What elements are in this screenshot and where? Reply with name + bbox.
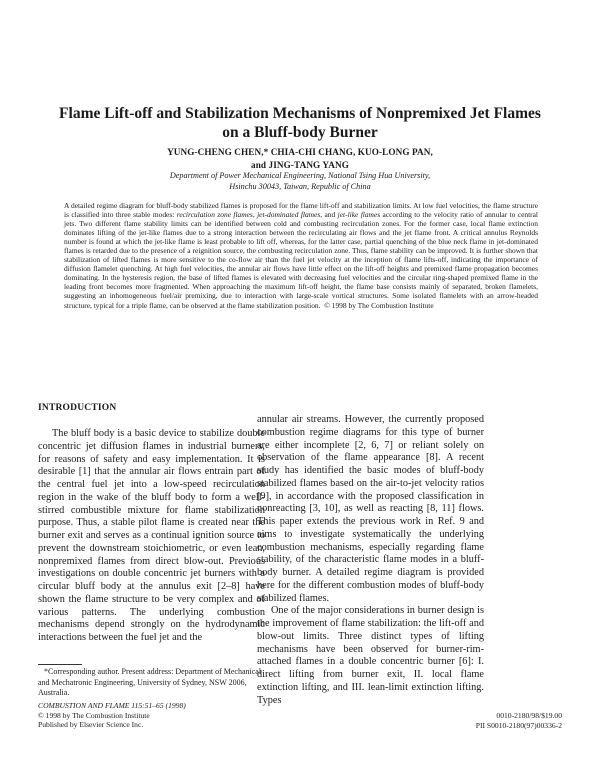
journal-citation: COMBUSTION AND FLAME 115:51–65 (1998) [38,701,186,710]
affiliation-line: Department of Power Mechanical Engineering, National Tsing Hua University, [169,171,431,180]
abstract-text: , [252,210,258,220]
abstract-term: jet-dominated flames [257,210,321,220]
publication-ids [476,711,562,730]
abstract-text: , and [320,210,338,220]
footnote [38,667,265,699]
abstract-term: recirculation zone flames [176,210,253,220]
affiliation-line: Hsinchu 30043, Taiwan, Republic of China [229,182,371,191]
paper-title: Flame Lift-off and Stabilization Mechanisms of Nonpremixed Jet Flames on a Bluff-body Burner [59,105,541,141]
author-list [50,146,550,172]
left-column [38,428,265,645]
publication-info [38,701,186,730]
publication-copyright: © 1998 by The Combustion Institute [38,710,150,720]
publisher: Published by Elsevier Science Inc. [38,720,144,730]
authors-line: and JING-TANG YANG [251,160,349,170]
abstract-text: according to the velocity ratio of annular to central jets. Two different flame stability limits can be identified between cold and combusting recirculation zones. For the former case, local flame extinction dominates lifting of the jet-like flames due to a strong interaction between the recirculating air flows and the jet flame front. A critical annulus Reynolds number is found at which the jet-like flame is least probable to lift off, whereas, for the latter case, partial quenching of the blue neck flame in jet-dominated flames is retarded due to the presence of a reignition source, the combusting recirculation zone. Thus, flame stability can be improved. It is further shown that stabilization of lifted flames is more sensitive to the co-flow air than the fuel jet velocity at the inception of flame lifts-off, indicating the importance of diffusion flamelet quenching. At high fuel velocities, the annular air flows have little effect on the lift-off heights and premixed flame propagation becomes dominating. In the hysteresis region, the base of lifted flames is elevated with decreasing fuel velocities and the circular ring-shaped premixed flame in the leading front becomes more fragmented. When approaching the maximum lift-off height, the flame base consists mainly of separated, broken flamelets, suggesting an inhomogeneous fuel/air premixing, due to interaction with large-scale vortical structures. Some isolated flamelets with an arrow-headed structure, typical for a triple flame, can be observed at the flame stabilization position. [64,210,538,310]
abstract-term: jet-like flames [337,210,381,220]
abstract-copyright: © 1998 by The Combustion Institute [324,300,434,310]
footnote-text: *Corresponding author. Present address: Department of Mechanical and Mechatronic Engineering, University of Sydney, NSW 2006, Australia. [38,667,262,697]
issn: 0010-2180/98/$19.00 [496,711,562,720]
authors-line: YUNG-CHENG CHEN,* CHIA-CHI CHANG, KUO-LONG PAN, [167,147,433,157]
paragraph: annular air streams. However, the currently proposed combustion regime diagrams for this type of burner are either incomplete [2, 6, 7] or reliant solely on observation of the flame appearance [8]. A recent study has identified the basic modes of bluff-body stabilized flames based on the air-to-jet velocity ratios [9], in accordance with the proposed classification in nonreacting [3, 10], as well as reacting [8, 11] flows. This paper extends the previous work in Ref. 9 and aims to investigate systematically the underlying combustion mechanisms, especially regarding flame stability, of the characteristic flame modes in a bluff-body burner. A detailed regime diagram is provided here for the different combustion modes of bluff-body stabilized flames. [257,414,484,604]
right-column [257,414,484,707]
footnote-rule [38,664,82,665]
pii: PII S0010-2180(97)00336-2 [475,720,562,730]
abstract-text: A detailed regime diagram for bluff-body stabilized flames is proposed for the flame lift-off and stabilization limits. At low fuel velocities, the flame structure is classified into three stable modes: [64,201,538,220]
paragraph: One of the major considerations in burner design is the improvement of flame stabilization: the lift-off and blow-out limits. Three distinct types of lifting mechanisms have been observed for burner-rim-attached flames in a double concentric burner [6]: I. direct lifting from burner exit, II. local flame extinction lifting, and III. lean-limit extinction lifting. Types [257,605,484,706]
abstract [64,201,538,310]
paragraph: The bluff body is a basic device to stabilize double concentric jet diffusion flames in industrial burners, for reasons of safety and easy implementation. It is desirable [1] that the annular air flows entrain part of the central fuel jet into a low-speed recirculation region in the wake of the bluff body to form a well-stirred combustible mixture for flame stabilization purpose. Thus, a stable pilot flame is created near the burner exit and serves as a continual ignition source to prevent the downstream stoichiometric, or even lean, nonpremixed flames from direct blow-out. Previous investigations on double concentric jet burners with a circular bluff body at the annulus exit [2–8] have shown the flame structure to be very complex and of various patterns. The underlying combustion mechanisms depend strongly on the hydrodynamic interactions between the fuel jet and the [38,428,265,643]
section-heading: INTRODUCTION [38,403,117,413]
affiliation [50,170,550,192]
